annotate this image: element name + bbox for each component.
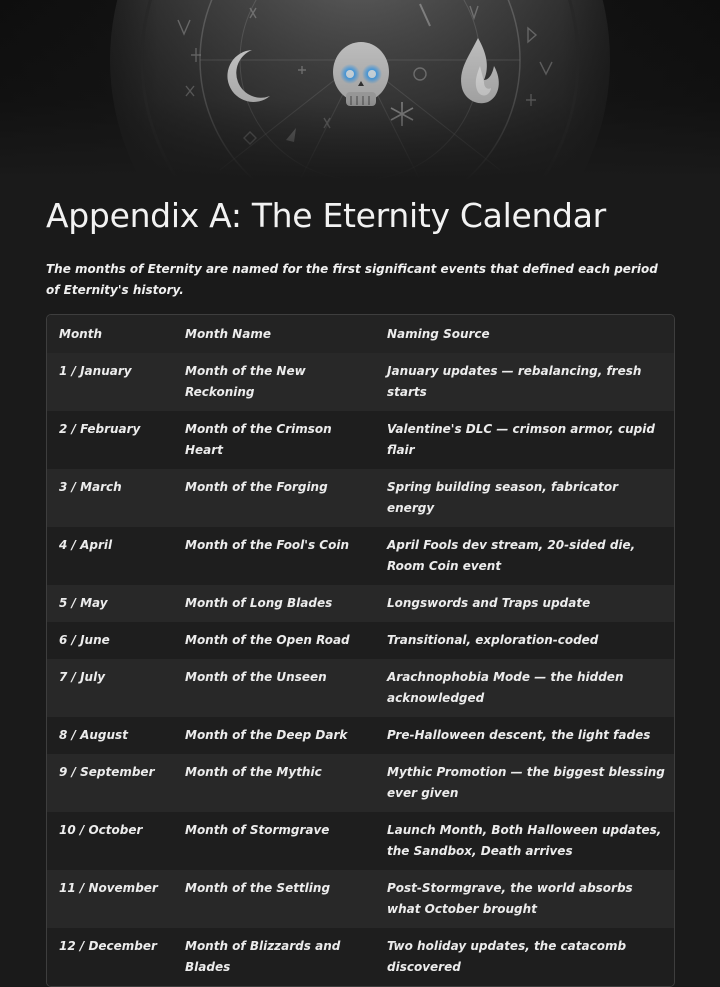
naming-source-cell: Mythic Promotion — the biggest blessing ever given — [375, 754, 674, 812]
table-row — [47, 928, 674, 986]
month-name-cell: Month of Stormgrave — [173, 812, 375, 870]
table-row — [47, 754, 674, 812]
column-header-month-name: Month Name — [173, 315, 375, 353]
table-header-row — [47, 315, 674, 353]
calendar-table — [46, 314, 675, 987]
table-row — [47, 469, 674, 527]
table-row — [47, 812, 674, 870]
month-name-cell: Month of the Forging — [173, 469, 375, 527]
intro-paragraph: The months of Eternity are named for the first significant events that defined each period of Eternity's history. — [46, 262, 658, 297]
month-cell: 4 / April — [47, 527, 173, 585]
table-row — [47, 717, 674, 754]
table-row — [47, 353, 674, 411]
table-row — [47, 659, 674, 717]
month-name-cell: Month of the Fool's Coin — [173, 527, 375, 585]
naming-source-cell: Valentine's DLC — crimson armor, cupid flair — [375, 411, 674, 469]
month-cell: 10 / October — [47, 812, 173, 870]
naming-source-cell: Arachnophobia Mode — the hidden acknowledged — [375, 659, 674, 717]
naming-source-cell: Longswords and Traps update — [375, 585, 674, 622]
month-name-cell: Month of the New Reckoning — [173, 353, 375, 411]
naming-source-cell: Pre-Halloween descent, the light fades — [375, 717, 674, 754]
month-cell: 3 / March — [47, 469, 173, 527]
naming-source-cell: Transitional, exploration-coded — [375, 622, 674, 659]
month-cell: 1 / January — [47, 353, 173, 411]
naming-source-cell: April Fools dev stream, 20-sided die, Room Coin event — [375, 527, 674, 585]
naming-source-cell: Post-Stormgrave, the world absorbs what October brought — [375, 870, 674, 928]
month-name-cell: Month of Long Blades — [173, 585, 375, 622]
month-name-cell: Month of the Open Road — [173, 622, 375, 659]
month-cell: 11 / November — [47, 870, 173, 928]
rune-circle-icon — [0, 0, 720, 180]
month-cell: 2 / February — [47, 411, 173, 469]
month-cell: 7 / July — [47, 659, 173, 717]
naming-source-cell: Launch Month, Both Halloween updates, the Sandbox, Death arrives — [375, 812, 674, 870]
header-banner — [0, 0, 720, 180]
page-title: Appendix A: The Eternity Calendar — [46, 196, 606, 235]
month-cell: 8 / August — [47, 717, 173, 754]
naming-source-cell: Spring building season, fabricator energy — [375, 469, 674, 527]
column-header-naming-source: Naming Source — [375, 315, 674, 353]
month-cell: 6 / June — [47, 622, 173, 659]
naming-source-cell: January updates — rebalancing, fresh starts — [375, 353, 674, 411]
table-row — [47, 527, 674, 585]
month-name-cell: Month of the Settling — [173, 870, 375, 928]
column-header-month: Month — [47, 315, 173, 353]
table-row — [47, 585, 674, 622]
month-name-cell: Month of Blizzards and Blades — [173, 928, 375, 986]
table-row — [47, 411, 674, 469]
month-cell: 9 / September — [47, 754, 173, 812]
month-name-cell: Month of the Mythic — [173, 754, 375, 812]
month-name-cell: Month of the Unseen — [173, 659, 375, 717]
month-cell: 12 / December — [47, 928, 173, 986]
table-row — [47, 622, 674, 659]
month-name-cell: Month of the Crimson Heart — [173, 411, 375, 469]
month-cell: 5 / May — [47, 585, 173, 622]
table-row — [47, 870, 674, 928]
month-name-cell: Month of the Deep Dark — [173, 717, 375, 754]
naming-source-cell: Two holiday updates, the catacomb discovered — [375, 928, 674, 986]
